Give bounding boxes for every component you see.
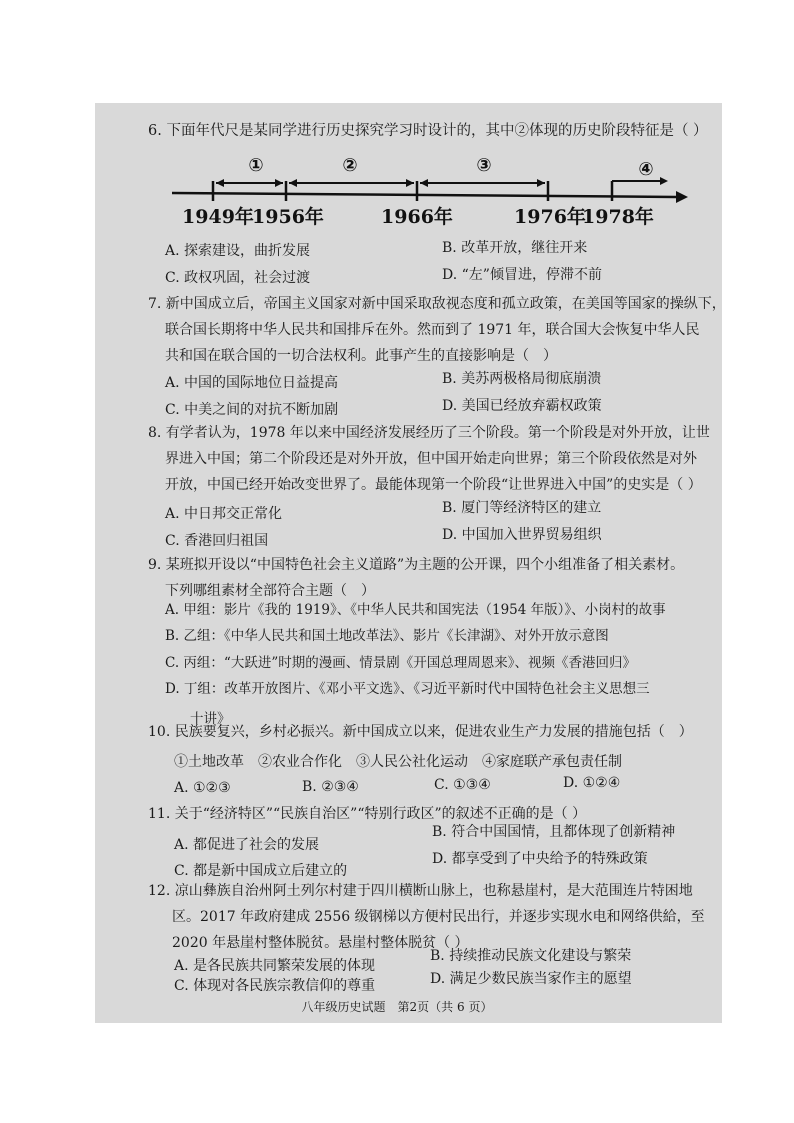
q11-option-b: B. 符合中国国情，且都体现了创新精神 bbox=[432, 824, 676, 840]
timeline-period-4: ④ bbox=[638, 159, 654, 180]
q11-option-c: C. 都是新中国成立后建立的 bbox=[174, 863, 348, 879]
q8-option-c: C. 香港回归祖国 bbox=[165, 533, 269, 549]
q10-option-d: D. ①②④ bbox=[563, 775, 621, 791]
q7-line-2: 联合国长期将中华人民共和国排斥在外。然而到了 1971 年，联合国大会恢复中华人民 bbox=[165, 322, 700, 338]
q10-items: ①土地改革 ②农业合作化 ③人民公社化运动 ④家庭联产承包责任制 bbox=[174, 754, 622, 770]
q6-stem: 6. 下面年代尺是某同学进行历史探究学习时设计的，其中②体现的历史阶段特征是（ ） bbox=[148, 123, 708, 139]
q12-option-a: A. 是各民族共同繁荣发展的体现 bbox=[174, 958, 376, 974]
q7-line-3: 共和国在联合国的一切合法权利。此事产生的直接影响是（ ） bbox=[165, 348, 557, 364]
q9-line-1: 9. 某班拟开设以“中国特色社会主义道路”为主题的公开课，四个小组准备了相关素材。 bbox=[148, 557, 685, 573]
q8-option-b: B. 厦门等经济特区的建立 bbox=[442, 500, 602, 516]
timeline-year-1976: 1976年 bbox=[514, 206, 586, 228]
q10-option-b: B. ②③④ bbox=[302, 779, 359, 795]
q8-line-2: 界进入中国；第二个阶段还是对外开放，但中国开始走向世界；第三个阶段依然是对外 bbox=[165, 451, 697, 467]
q12-option-b: B. 持续推动民族文化建设与繁荣 bbox=[430, 948, 632, 964]
q11-option-a: A. 都促进了社会的发展 bbox=[174, 837, 320, 853]
q9-option-d: D. 丁组：改革开放图片、《邓小平文选》、《习近平新时代中国特色社会主义思想三 bbox=[165, 681, 650, 697]
q10-option-c: C. ①③④ bbox=[434, 777, 491, 793]
q8-option-a: A. 中日邦交正常化 bbox=[165, 506, 283, 522]
q9-option-a: A. 甲组：影片《我的 1919》、《中华人民共和国宪法（1954 年版）》、小岗村的故事 bbox=[165, 602, 666, 618]
q11-stem: 11. 关于“经济特区”“民族自治区”“特别行政区”的叙述不正确的是（ ） bbox=[148, 806, 587, 822]
q6-option-c: C. 政权巩固，社会过渡 bbox=[165, 270, 311, 286]
q11-option-d: D. 都享受到了中央给予的特殊政策 bbox=[432, 851, 648, 867]
q7-option-b: B. 美苏两极格局彻底崩溃 bbox=[442, 371, 602, 387]
timeline-period-1: ① bbox=[248, 155, 264, 176]
timeline-year-1978: 1978年 bbox=[582, 206, 654, 228]
q12-line-2: 区。2017 年政府建成 2556 级钢梯以方便村民出行，并逐步实现水电和网络供給，至 bbox=[172, 909, 705, 925]
q6-option-d: D. “左”倾冒进，停滞不前 bbox=[442, 267, 602, 283]
q7-option-c: C. 中美之间的对抗不断加剧 bbox=[165, 402, 339, 418]
q12-line-1: 12. 凉山彝族自治州阿土列尔村建于四川横断山脉上，也称悬崖村，是大范围连片特困地 bbox=[148, 883, 693, 899]
q10-stem: 10. 民族要复兴，乡村必振兴。新中国成立以来，促进农业生产力发展的措施包括（ ） bbox=[148, 724, 693, 740]
q9-option-b: B. 乙组：《中华人民共和国土地改革法》、影片《长津湖》、对外开放示意图 bbox=[165, 628, 609, 644]
q6-timeline bbox=[0, 145, 794, 235]
timeline-period-3: ③ bbox=[476, 155, 492, 176]
timeline-year-1956: 1956年 bbox=[252, 206, 324, 228]
q6-option-b: B. 改革开放，继往开来 bbox=[442, 240, 588, 256]
q9-option-c: C. 丙组：“大跃进”时期的漫画、情景剧《开国总理周恩来》、视频《香港回归》 bbox=[165, 655, 636, 671]
page-footer: 八年级历史试题 第2页（共 6 页） bbox=[301, 1000, 493, 1014]
q10-option-a: A. ①②③ bbox=[174, 780, 231, 796]
timeline-period-2: ② bbox=[342, 155, 358, 176]
q8-line-1: 8. 有学者认为，1978 年以来中国经济发展经历了三个阶段。第一个阶段是对外开放，让世 bbox=[148, 425, 710, 441]
q12-option-c: C. 体现对各民族宗教信仰的尊重 bbox=[174, 978, 376, 994]
q7-line-1: 7. 新中国成立后，帝国主义国家对新中国采取敌视态度和孤立政策，在美国等国家的操纵下， bbox=[148, 296, 726, 312]
q12-line-3: 2020 年悬崖村整体脱贫。悬崖村整体脱贫（ ） bbox=[172, 935, 469, 951]
q12-option-d: D. 满足少数民族当家作主的愿望 bbox=[430, 971, 632, 987]
q6-option-a: A. 探索建设，曲折发展 bbox=[165, 243, 311, 259]
q7-option-d: D. 美国已经放弃霸权政策 bbox=[442, 398, 602, 414]
timeline-year-1949: 1949年 bbox=[182, 206, 254, 228]
q9-option-d-cont: 十讲》 bbox=[190, 711, 231, 727]
q8-line-3: 开放，中国已经开始改变世界了。最能体现第一个阶段“让世界进入中国”的史实是（ ） bbox=[165, 477, 702, 493]
q8-option-d: D. 中国加入世界贸易组织 bbox=[442, 527, 602, 543]
q7-option-a: A. 中国的国际地位日益提高 bbox=[165, 375, 339, 391]
q9-line-2: 下列哪组素材全部符合主题（ ） bbox=[165, 583, 375, 599]
timeline-year-1966: 1966年 bbox=[381, 206, 453, 228]
